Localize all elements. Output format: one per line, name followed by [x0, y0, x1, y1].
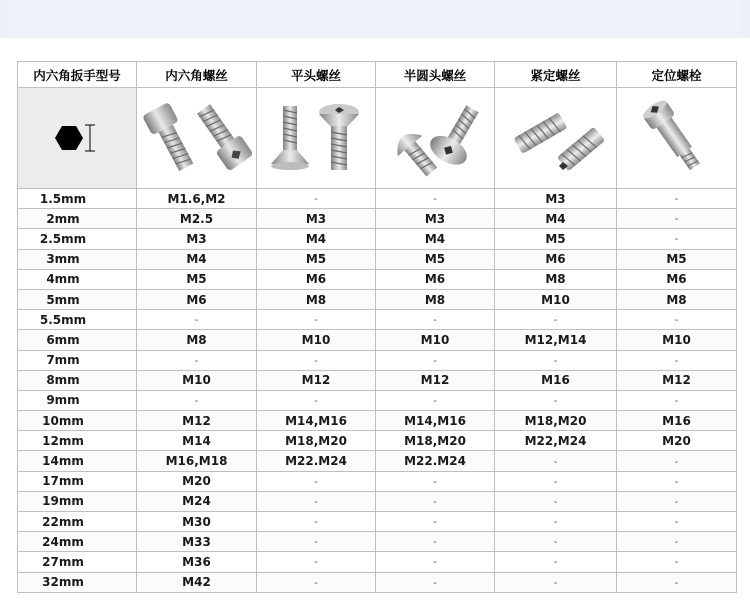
header-flat-head-screw: 平头螺丝 — [257, 62, 376, 88]
cell-button-head-screw: M8 — [376, 289, 495, 309]
cell-set-screw: - — [495, 512, 617, 532]
cell-hex-key-size: 3mm — [18, 249, 137, 269]
cell-shoulder-bolt: - — [617, 310, 737, 330]
cell-socket-head-screw: M24 — [137, 491, 257, 511]
cell-flat-head-screw: - — [257, 512, 376, 532]
cell-button-head-screw: M22.M24 — [376, 451, 495, 471]
table-row — [18, 229, 737, 249]
cell-flat-head-screw: - — [257, 491, 376, 511]
cell-flat-head-screw: - — [257, 471, 376, 491]
table-row — [18, 471, 737, 491]
cell-hex-key-size: 32mm — [18, 572, 137, 592]
cell-button-head-screw: M18,M20 — [376, 431, 495, 451]
cell-button-head-screw: - — [376, 310, 495, 330]
cell-hex-key-size: 2mm — [18, 209, 137, 229]
cell-shoulder-bolt: - — [617, 451, 737, 471]
table-row — [18, 330, 737, 350]
hex-key-image-cell — [18, 88, 137, 189]
cell-socket-head-screw: M8 — [137, 330, 257, 350]
cell-set-screw: M12,M14 — [495, 330, 617, 350]
shoulder-bolt-icon — [622, 94, 732, 182]
cell-socket-head-screw: M10 — [137, 370, 257, 390]
cell-hex-key-size: 7mm — [18, 350, 137, 370]
cell-socket-head-screw: M20 — [137, 471, 257, 491]
cell-shoulder-bolt: - — [617, 572, 737, 592]
socket-head-cap-screw-icon — [142, 94, 252, 182]
cell-shoulder-bolt: M16 — [617, 411, 737, 431]
cell-flat-head-screw: M18,M20 — [257, 431, 376, 451]
cell-hex-key-size: 10mm — [18, 411, 137, 431]
cell-shoulder-bolt: M8 — [617, 289, 737, 309]
cell-shoulder-bolt: - — [617, 229, 737, 249]
header-row — [18, 62, 737, 88]
cell-shoulder-bolt: - — [617, 350, 737, 370]
cell-set-screw: - — [495, 491, 617, 511]
cell-hex-key-size: 8mm — [18, 370, 137, 390]
cell-flat-head-screw: - — [257, 572, 376, 592]
cell-set-screw: M16 — [495, 370, 617, 390]
cell-button-head-screw: M5 — [376, 249, 495, 269]
cell-flat-head-screw: - — [257, 350, 376, 370]
cell-flat-head-screw: M8 — [257, 289, 376, 309]
table-row — [18, 209, 737, 229]
header-socket-head-screw: 内六角螺丝 — [137, 62, 257, 88]
cell-button-head-screw: - — [376, 572, 495, 592]
cell-shoulder-bolt: M12 — [617, 370, 737, 390]
table-row — [18, 269, 737, 289]
table-row — [18, 431, 737, 451]
cell-set-screw: M8 — [495, 269, 617, 289]
cell-shoulder-bolt: M5 — [617, 249, 737, 269]
image-row — [18, 88, 737, 189]
table-row — [18, 512, 737, 532]
cell-flat-head-screw: M6 — [257, 269, 376, 289]
socket-head-screw-image-cell — [137, 88, 257, 189]
cell-flat-head-screw: M10 — [257, 330, 376, 350]
cell-shoulder-bolt: - — [617, 189, 737, 209]
cell-socket-head-screw: M16,M18 — [137, 451, 257, 471]
cell-socket-head-screw: M1.6,M2 — [137, 189, 257, 209]
cell-button-head-screw: - — [376, 390, 495, 410]
cell-button-head-screw: - — [376, 189, 495, 209]
cell-socket-head-screw: M3 — [137, 229, 257, 249]
cell-socket-head-screw: M4 — [137, 249, 257, 269]
cell-flat-head-screw: - — [257, 390, 376, 410]
top-banner — [0, 0, 750, 38]
cell-hex-key-size: 5.5mm — [18, 310, 137, 330]
cell-shoulder-bolt: M20 — [617, 431, 737, 451]
cell-socket-head-screw: M6 — [137, 289, 257, 309]
cell-button-head-screw: - — [376, 350, 495, 370]
cell-hex-key-size: 27mm — [18, 552, 137, 572]
cell-hex-key-size: 17mm — [18, 471, 137, 491]
table-row — [18, 310, 737, 330]
cell-hex-key-size: 12mm — [18, 431, 137, 451]
cell-set-screw: - — [495, 451, 617, 471]
shoulder-bolt-image-cell — [617, 88, 737, 189]
cell-button-head-screw: M3 — [376, 209, 495, 229]
cell-hex-key-size: 2.5mm — [18, 229, 137, 249]
cell-socket-head-screw: M42 — [137, 572, 257, 592]
cell-socket-head-screw: M2.5 — [137, 209, 257, 229]
header-shoulder-bolt: 定位螺栓 — [617, 62, 737, 88]
cell-socket-head-screw: M33 — [137, 532, 257, 552]
table-row — [18, 189, 737, 209]
cell-set-screw: - — [495, 471, 617, 491]
button-head-screw-icon — [380, 94, 490, 182]
cell-flat-head-screw: M4 — [257, 229, 376, 249]
cell-button-head-screw: M4 — [376, 229, 495, 249]
cell-hex-key-size: 9mm — [18, 390, 137, 410]
cell-flat-head-screw: M14,M16 — [257, 411, 376, 431]
set-screw-icon — [501, 94, 611, 182]
header-hex-key-model: 内六角扳手型号 — [18, 62, 137, 88]
cell-set-screw: - — [495, 532, 617, 552]
cell-set-screw: - — [495, 552, 617, 572]
cell-button-head-screw: - — [376, 491, 495, 511]
cell-button-head-screw: - — [376, 471, 495, 491]
cell-hex-key-size: 19mm — [18, 491, 137, 511]
cell-flat-head-screw: - — [257, 552, 376, 572]
table-row — [18, 572, 737, 592]
cell-set-screw: M4 — [495, 209, 617, 229]
cell-hex-key-size: 4mm — [18, 269, 137, 289]
cell-shoulder-bolt: - — [617, 209, 737, 229]
cell-flat-head-screw: - — [257, 310, 376, 330]
cell-button-head-screw: - — [376, 552, 495, 572]
flat-head-screw-image-cell — [257, 88, 376, 189]
cell-hex-key-size: 6mm — [18, 330, 137, 350]
cell-set-screw: - — [495, 310, 617, 330]
table-body — [18, 189, 737, 593]
cell-set-screw: - — [495, 350, 617, 370]
table-row — [18, 390, 737, 410]
cell-flat-head-screw: - — [257, 189, 376, 209]
cell-button-head-screw: M6 — [376, 269, 495, 289]
cell-shoulder-bolt: - — [617, 491, 737, 511]
header-set-screw: 紧定螺丝 — [495, 62, 617, 88]
cell-hex-key-size: 22mm — [18, 512, 137, 532]
cell-set-screw: M5 — [495, 229, 617, 249]
cell-socket-head-screw: M36 — [137, 552, 257, 572]
table-row — [18, 350, 737, 370]
cell-socket-head-screw: M30 — [137, 512, 257, 532]
cell-shoulder-bolt: M6 — [617, 269, 737, 289]
cell-socket-head-screw: - — [137, 310, 257, 330]
cell-button-head-screw: M14,M16 — [376, 411, 495, 431]
table-row — [18, 532, 737, 552]
cell-flat-head-screw: M22.M24 — [257, 451, 376, 471]
cell-hex-key-size: 24mm — [18, 532, 137, 552]
cell-button-head-screw: - — [376, 512, 495, 532]
cell-shoulder-bolt: - — [617, 390, 737, 410]
cell-button-head-screw: M10 — [376, 330, 495, 350]
cell-button-head-screw: M12 — [376, 370, 495, 390]
button-head-screw-image-cell — [376, 88, 495, 189]
table-row — [18, 370, 737, 390]
cell-flat-head-screw: M3 — [257, 209, 376, 229]
cell-hex-key-size: 5mm — [18, 289, 137, 309]
cell-set-screw: M18,M20 — [495, 411, 617, 431]
cell-set-screw: M6 — [495, 249, 617, 269]
table-row — [18, 411, 737, 431]
table-row — [18, 249, 737, 269]
top-banner-inner — [10, 0, 740, 38]
cell-shoulder-bolt: - — [617, 552, 737, 572]
cell-set-screw: M22,M24 — [495, 431, 617, 451]
cell-socket-head-screw: M5 — [137, 269, 257, 289]
cell-shoulder-bolt: M10 — [617, 330, 737, 350]
cell-set-screw: - — [495, 390, 617, 410]
cell-flat-head-screw: - — [257, 532, 376, 552]
cell-socket-head-screw: - — [137, 390, 257, 410]
cell-flat-head-screw: M12 — [257, 370, 376, 390]
cell-socket-head-screw: - — [137, 350, 257, 370]
table-row — [18, 451, 737, 471]
cell-socket-head-screw: M12 — [137, 411, 257, 431]
cell-hex-key-size: 14mm — [18, 451, 137, 471]
cell-set-screw: - — [495, 572, 617, 592]
hex-key-icon — [37, 113, 117, 163]
cell-flat-head-screw: M5 — [257, 249, 376, 269]
cell-shoulder-bolt: - — [617, 512, 737, 532]
cell-socket-head-screw: M14 — [137, 431, 257, 451]
cell-button-head-screw: - — [376, 532, 495, 552]
table-row — [18, 552, 737, 572]
header-button-head-screw: 半圆头螺丝 — [376, 62, 495, 88]
cell-shoulder-bolt: - — [617, 532, 737, 552]
table-row — [18, 491, 737, 511]
hex-key-size-table — [17, 61, 737, 593]
cell-hex-key-size: 1.5mm — [18, 189, 137, 209]
cell-set-screw: M3 — [495, 189, 617, 209]
cell-shoulder-bolt: - — [617, 471, 737, 491]
cell-set-screw: M10 — [495, 289, 617, 309]
set-screw-image-cell — [495, 88, 617, 189]
table-row — [18, 289, 737, 309]
flat-head-screw-icon — [261, 94, 371, 182]
